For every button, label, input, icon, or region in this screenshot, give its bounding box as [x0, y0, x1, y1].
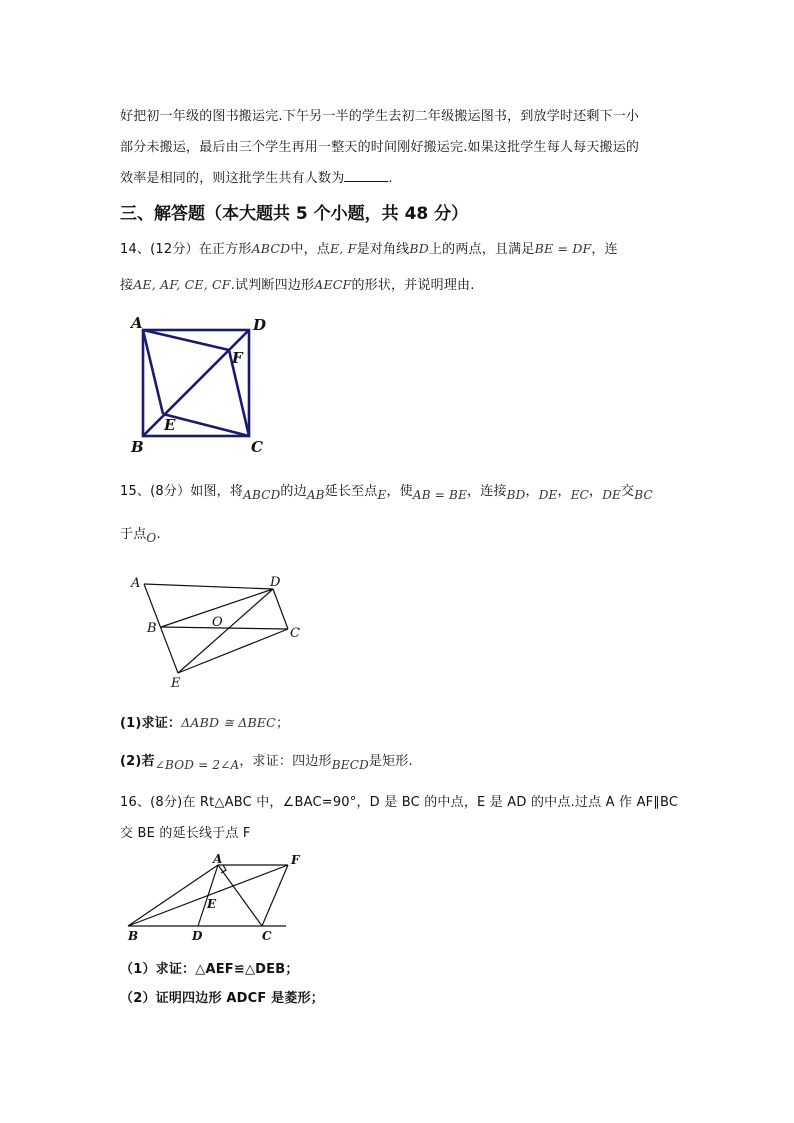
q14-label-b: B	[131, 438, 144, 456]
q16-label-d: D	[192, 929, 203, 943]
q16-sub-2: （2）证明四边形 ADCF 是菱形；	[120, 991, 324, 1006]
q14-prefix: 14、(12分）在正方形	[120, 242, 252, 257]
q15-sep-1: ，	[525, 484, 539, 499]
q16-side-ab	[128, 865, 218, 926]
q16-side-fc	[262, 865, 288, 926]
q15-seg-ec: EC	[570, 488, 590, 502]
q14-square: ABCD	[251, 241, 291, 256]
q15-sub-2-end: 是矩形.	[368, 754, 413, 769]
q15-sep-3: ，	[589, 484, 603, 499]
q15-label-c: C	[290, 626, 300, 641]
q14-label-a: A	[131, 314, 143, 332]
q16-line-2: 交 BE 的延长线于点 F	[120, 826, 251, 841]
q14-text-2: 是对角线	[356, 242, 410, 257]
q15-sub-2-quad: BECD	[331, 758, 369, 772]
q15-sub-2-text: ，求证：四边形	[239, 754, 332, 769]
q15-text-7: .	[156, 527, 161, 542]
q15-parallelogram: ABCD	[243, 488, 281, 502]
q15-seg-de: DE	[538, 488, 558, 502]
q15-seg-de-2: DE	[602, 488, 622, 502]
q14-diagonal: BD	[409, 241, 429, 256]
q15-condition: AB = BE	[412, 488, 468, 502]
q14-label-c: C	[251, 438, 263, 456]
q14-text-1: 中，点	[290, 242, 331, 257]
q14-text-5: 接	[120, 278, 134, 293]
q16-label-b: B	[128, 929, 139, 943]
q16-label-c: C	[262, 929, 272, 943]
q15-sub-1-label: (1)求证：	[120, 716, 182, 731]
q15-label-d: D	[270, 575, 281, 590]
intro-line-2: 部分未搬运，最后由三个学生再用一整天的时间刚好搬运完.如果这批学生每人每天搬运的	[120, 140, 640, 155]
q16-label-e: E	[207, 897, 217, 911]
intro-line-3-text: 效率是相同的，则这批学生共有人数为	[120, 171, 345, 186]
q14-condition: BE = DF	[534, 241, 592, 256]
q15-seg-bd: BD	[506, 488, 526, 502]
q15-text-4: ，连接	[467, 484, 507, 499]
q15-text-3: ，使	[386, 484, 413, 499]
section-heading: 三、解答题（本大题共 5 个小题，共 48 分）	[120, 204, 469, 224]
q16-seg-bf	[128, 865, 288, 926]
q15-text-1: 的边	[280, 484, 307, 499]
q16-label-a: A	[213, 852, 223, 866]
q15-text-5: 交	[621, 484, 635, 499]
q16-side-ac	[218, 865, 262, 926]
q14-quadrilateral: AECF	[314, 277, 352, 292]
q15-label-e: E	[171, 676, 181, 691]
q14-label-f: F	[232, 349, 243, 367]
q15-text-6: 于点	[120, 527, 147, 542]
q15-label-o: O	[212, 615, 223, 630]
q14-text-6: .试判断四边形	[230, 278, 315, 293]
q15-sub-1-math: ΔABD ≅ ΔBEC	[181, 715, 276, 730]
q15-prefix: 15、(8分）如图，将	[120, 484, 244, 499]
q16-label-f: F	[291, 853, 300, 867]
q15-seg-bc: BC	[634, 488, 653, 502]
q16-right-angle-mark	[221, 865, 226, 873]
q16-line-1: 16、(8分)在 Rt△ABC 中，∠BAC=90°，D 是 BC 的中点，E 是 AD 的中点.过点 A 作 AF∥BC	[120, 795, 679, 810]
q14-text-4: ，连	[591, 242, 618, 257]
q15-label-a: A	[131, 576, 141, 591]
q15-sep-2: ，	[557, 484, 571, 499]
q15-sub-1-end: ；	[275, 716, 290, 731]
q15-point-e: E	[377, 488, 387, 502]
intro-line-3-end: .	[388, 171, 393, 186]
q15-side: AB	[306, 488, 325, 502]
q14-label-d: D	[253, 316, 267, 334]
q14-points: E, F	[330, 241, 357, 256]
q14-text-7: 的形状，并说明理由.	[351, 278, 475, 293]
q15-sub-2-label: (2)若	[120, 754, 155, 769]
intro-line-1: 好把初一年级的图书搬运完.下午另一半的学生去初二年级搬运图书，到放学时还剩下一小	[120, 109, 640, 124]
q15-text-2: 延长至点	[324, 484, 378, 499]
q15-label-b: B	[147, 621, 157, 636]
q16-sub-1: （1）求证：△AEF≌△DEB；	[120, 962, 299, 977]
q14-segments: AE, AF, CE, CF	[133, 277, 231, 292]
q14-label-e: E	[164, 416, 176, 434]
q15-sub-2-math: ∠BOD = 2∠A	[154, 758, 240, 772]
q14-text-3: 上的两点，且满足	[428, 242, 535, 257]
q15-point-o: O	[146, 531, 157, 545]
